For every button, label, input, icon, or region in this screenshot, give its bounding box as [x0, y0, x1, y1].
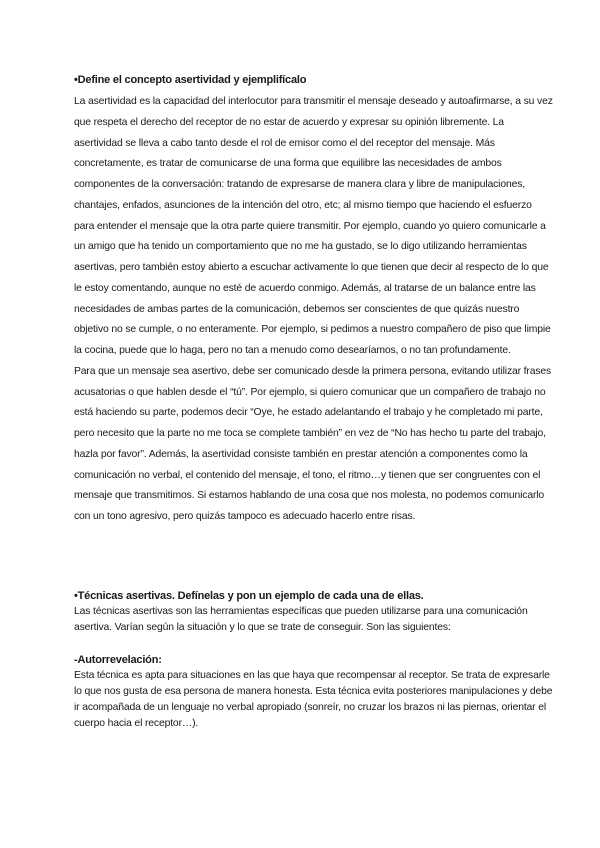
paragraph: Esta técnica es apta para situaciones en las que haya que recompensar al receptor. Se trata de expresarle lo que nos gusta de esa persona de manera honesta. Esta técnica evita posteriores manipulaciones y debe ir acompañada de un lenguaje no verbal apropiado (sonreír, no cruzar los brazos ni las piernas, orientar el cuerpo hacia el receptor…). — [74, 670, 553, 729]
paragraph: Para que un mensaje sea asertivo, debe ser comunicado desde la primera persona, evitando utilizar frases acusatorias o que hablen desde el “tú”. Por ejemplo, si quiero comunicar que un compañero de trabajo no está haciendo su parte, podemos decir “Oye, he estado adelantando el trabajo y he completado mi parte, pero necesito que la parte no me toca se complete también” en vez de “No has hecho tu parte del trabajo, hazla por favor”. Además, la asertividad consiste también en prestar atención a componentes como la comunicación no verbal, el contenido del mensaje, el tono, el ritmo…y tienen que ser congruentes con el mensaje que transmitimos. Si estamos hablando de una cosa que nos molesta, no podemos comunicarlo con un tono agresivo, pero quizás tampoco es adecuado hacerlo entre risas. — [74, 365, 552, 522]
section-heading: •Define el concepto asertividad y ejemplifícalo — [74, 74, 307, 86]
section-heading: •Técnicas asertivas. Defínelas y pon un ejemplo de cada una de ellas. — [74, 590, 424, 602]
subsection-heading: -Autorrevelación: — [74, 654, 162, 666]
section-autorrevelacion — [74, 652, 554, 732]
paragraph: Las técnicas asertivas son las herramientas específicas que pueden utilizarse para una comunicación asertiva. Varían según la situación y lo que se trate de conseguir. Son las siguientes: — [74, 606, 528, 633]
section-tecnicas — [74, 588, 554, 636]
paragraph: La asertividad es la capacidad del interlocutor para transmitir el mensaje deseado y autoafirmarse, a su vez que respeta el derecho del receptor de no estar de acuerdo y expresar su opinión libremente. La asertividad se lleva a cabo tanto desde el rol de emisor como el del receptor del mensaje. Más concretamente, es tratar de comunicarse de una forma que equilibre las necesidades de ambos componentes de la conversación: tratando de expresarse de manera clara y libre de manipulaciones, chantajes, enfados, asunciones de la intención del otro, etc; al mismo tiempo que haciendo el esfuerzo para entender el mensaje que la otra parte quiere transmitir. Por ejemplo, cuando yo quiero comunicarle a un amigo que ha tenido un comportamiento que no me ha gustado, se lo digo utilizando herramientas asertivas, pero también estoy abierto a escuchar activamente lo que tienen que decir al respecto de lo que le estoy comentando, aunque no esté de acuerdo conmigo. Además, al tratarse de un balance entre las necesidades de ambas partes de la comunicación, debemos ser conscientes de que quizás nuestro objetivo no se cumple, o no enteramente. Por ejemplo, si pedimos a nuestro compañero de piso que limpie la cocina, puede que lo haga, pero no tan a menudo como desearíamos, o no tan profundamente. — [74, 96, 553, 356]
section-asertividad — [74, 72, 554, 528]
